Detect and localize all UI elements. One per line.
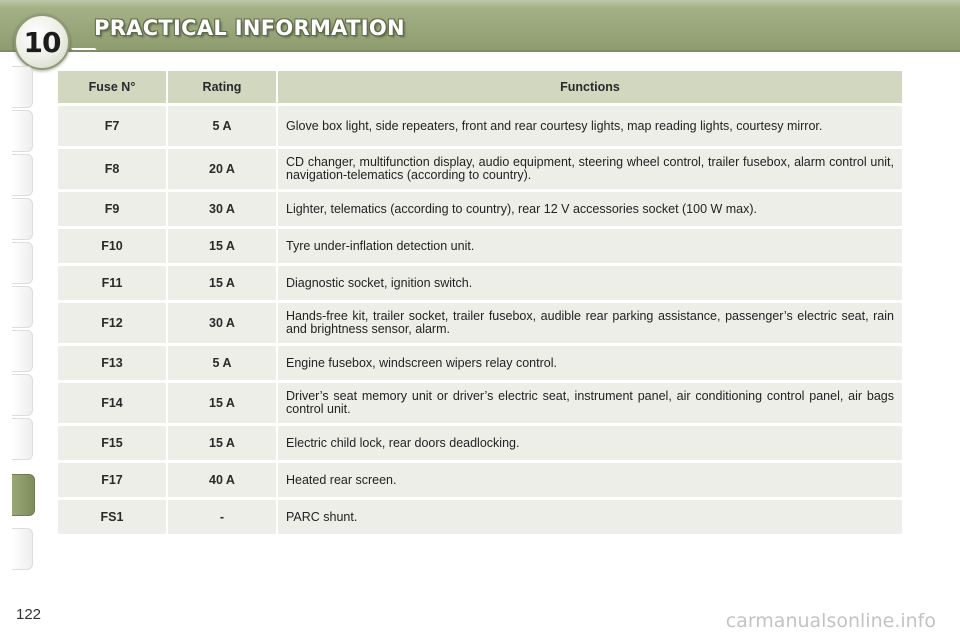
header-functions: Functions <box>278 71 902 103</box>
fuse-functions: Diagnostic socket, ignition switch. <box>278 266 902 300</box>
table-row <box>58 192 902 226</box>
fuse-number: F7 <box>58 106 166 146</box>
table-row <box>58 266 902 300</box>
fuse-number: F17 <box>58 463 166 497</box>
fuse-functions: Driver’s seat memory unit or driver’s electric seat, instrument panel, air conditioning control panel, air bags control unit. <box>278 383 902 423</box>
table-row <box>58 463 902 497</box>
chapter-tab-4[interactable] <box>12 198 33 240</box>
table-row <box>58 303 902 343</box>
fuse-rating: 15 A <box>168 266 276 300</box>
fuse-functions: Tyre under-inflation detection unit. <box>278 229 902 263</box>
table-row <box>58 383 902 423</box>
chapter-tabs <box>12 66 34 576</box>
chapter-tab-7[interactable] <box>12 330 33 372</box>
fuse-number: F11 <box>58 266 166 300</box>
fuse-functions: Glove box light, side repeaters, front and rear courtesy lights, map reading lights, courtesy mirror. <box>278 106 902 146</box>
chapter-tab-8[interactable] <box>12 374 33 416</box>
table-row <box>58 346 902 380</box>
fuse-rating: 5 A <box>168 346 276 380</box>
fuse-number: F8 <box>58 149 166 189</box>
header-fuse-number: Fuse N° <box>58 71 166 103</box>
fuse-rating: 20 A <box>168 149 276 189</box>
fuse-rating: 15 A <box>168 426 276 460</box>
table-row <box>58 500 902 534</box>
chapter-number: 10 <box>23 25 61 59</box>
fuse-number: F10 <box>58 229 166 263</box>
fuse-functions: PARC shunt. <box>278 500 902 534</box>
fuse-number: F12 <box>58 303 166 343</box>
fuse-functions: Electric child lock, rear doors deadlocking. <box>278 426 902 460</box>
fuse-number: F14 <box>58 383 166 423</box>
header-shine <box>0 0 960 8</box>
chapter-tab-2[interactable] <box>12 110 33 152</box>
fuse-number: F9 <box>58 192 166 226</box>
table-row <box>58 106 902 146</box>
fuse-rating: 15 A <box>168 383 276 423</box>
fuse-functions: Hands-free kit, trailer socket, trailer fusebox, audible rear parking assistance, passenger’s electric seat, rain and brightness sensor, alarm. <box>278 303 902 343</box>
table-header-row <box>58 71 902 103</box>
fuse-functions: Lighter, telematics (according to country), rear 12 V accessories socket (100 W max). <box>278 192 902 226</box>
fuse-rating: 15 A <box>168 229 276 263</box>
page-number: 122 <box>16 606 42 623</box>
chapter-badge <box>14 14 70 70</box>
page-title: PRACTICAL INFORMATION <box>94 16 405 40</box>
chapter-tab-5[interactable] <box>12 242 33 284</box>
fuse-functions: Engine fusebox, windscreen wipers relay control. <box>278 346 902 380</box>
table-row <box>58 229 902 263</box>
fuse-rating: 30 A <box>168 303 276 343</box>
watermark: carmanualsonline.info <box>725 610 936 632</box>
table-row <box>58 426 902 460</box>
chapter-tab-11[interactable] <box>12 528 33 570</box>
table-row <box>58 149 902 189</box>
fuse-rating: 30 A <box>168 192 276 226</box>
fuse-number: FS1 <box>58 500 166 534</box>
fuse-number: F13 <box>58 346 166 380</box>
fuse-functions: CD changer, multifunction display, audio equipment, steering wheel control, trailer fusebox, alarm control unit, navigation-telematics (according to country). <box>278 149 902 189</box>
chapter-tab-6[interactable] <box>12 286 33 328</box>
chapter-tab-10-active[interactable] <box>12 474 35 516</box>
chapter-tab-9[interactable] <box>12 418 33 460</box>
chapter-tab-3[interactable] <box>12 154 33 196</box>
fuse-rating: 40 A <box>168 463 276 497</box>
fuse-functions: Heated rear screen. <box>278 463 902 497</box>
fuse-table <box>56 68 904 537</box>
fuse-number: F15 <box>58 426 166 460</box>
chapter-tab-1[interactable] <box>12 66 33 108</box>
fuse-rating: 5 A <box>168 106 276 146</box>
header-rating: Rating <box>168 71 276 103</box>
fuse-rating: - <box>168 500 276 534</box>
